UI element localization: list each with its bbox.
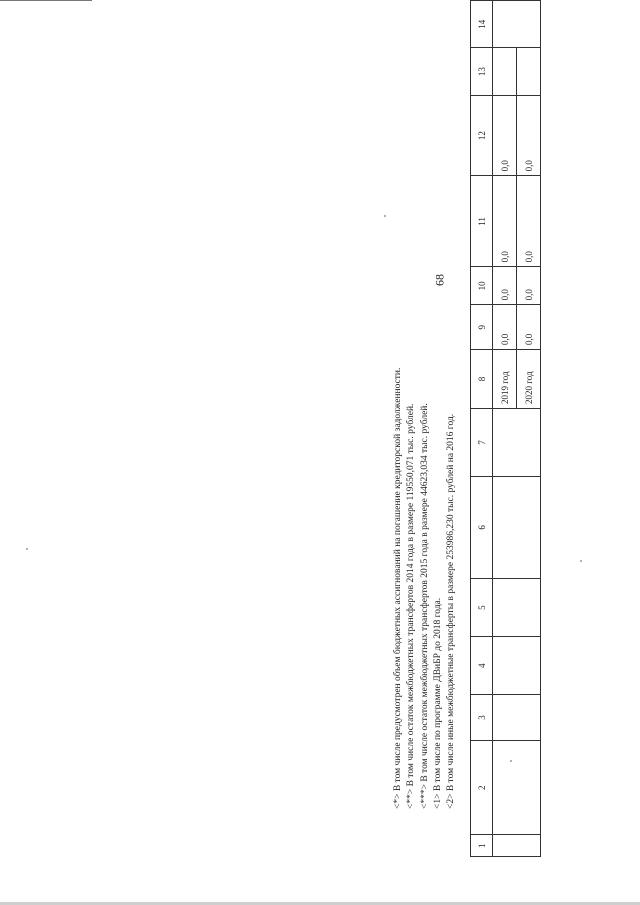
table-row [493,1,517,857]
value-cell: 0,0 [517,305,541,350]
footnote: <2> В том числе иные межбюджетные трансферты в размере 253986,230 тыс. рублей на 2016 год. [446,413,457,809]
table-cell [493,694,541,740]
column-number: 9 [471,305,493,350]
year-cell: 2019 год [493,350,517,409]
value-cell: 0,0 [517,176,541,267]
column-number: 7 [471,409,493,477]
column-number-row [471,1,493,857]
value-cell: 0,0 [493,95,517,176]
footnote: <1> В том числе по программе ДВиБР до 2018 года. [432,597,443,809]
scan-speck [384,215,386,217]
value-cell: 0,0 [493,305,517,350]
table-cell [493,835,541,857]
table-cell [493,637,541,695]
table-cell [493,48,517,95]
scan-speck [510,760,512,762]
value-cell: 0,0 [493,176,517,267]
footnote: <***> В том числе остаток межбюджетных трансфертов 2015 года в размере 44623,034 тыс. рублей. [419,403,430,809]
table-cell [493,578,541,636]
column-number: 1 [471,835,493,857]
scan-speck [580,560,582,562]
value-cell: 0,0 [517,95,541,176]
budget-table [470,0,541,857]
column-number: 14 [471,1,493,48]
page-number: 68 [432,274,447,286]
column-number: 8 [471,350,493,409]
scan-speck [26,548,28,550]
value-cell: 0,0 [493,267,517,305]
table-cell [517,48,541,95]
column-number: 3 [471,694,493,740]
column-number: 2 [471,741,493,835]
year-cell: 2020 год [517,350,541,409]
footnote: <**> В том числе остаток межбюджетных трансфертов 2014 года в размере 119550,071 тыс. рублей. [406,403,417,809]
column-number: 5 [471,578,493,636]
column-number: 6 [471,476,493,578]
column-number: 11 [471,176,493,267]
column-number: 12 [471,95,493,176]
table-cell [493,476,541,578]
column-number: 13 [471,48,493,95]
table-cell [493,409,541,477]
footnote: <*> В том числе предусмотрен объем бюджетных ассигнований на погашение кредиторской задолженности. [393,367,403,809]
table-cell [493,741,541,835]
column-number: 10 [471,267,493,305]
table-cell [493,1,541,48]
column-number: 4 [471,637,493,695]
footnotes [392,89,458,809]
value-cell: 0,0 [517,267,541,305]
